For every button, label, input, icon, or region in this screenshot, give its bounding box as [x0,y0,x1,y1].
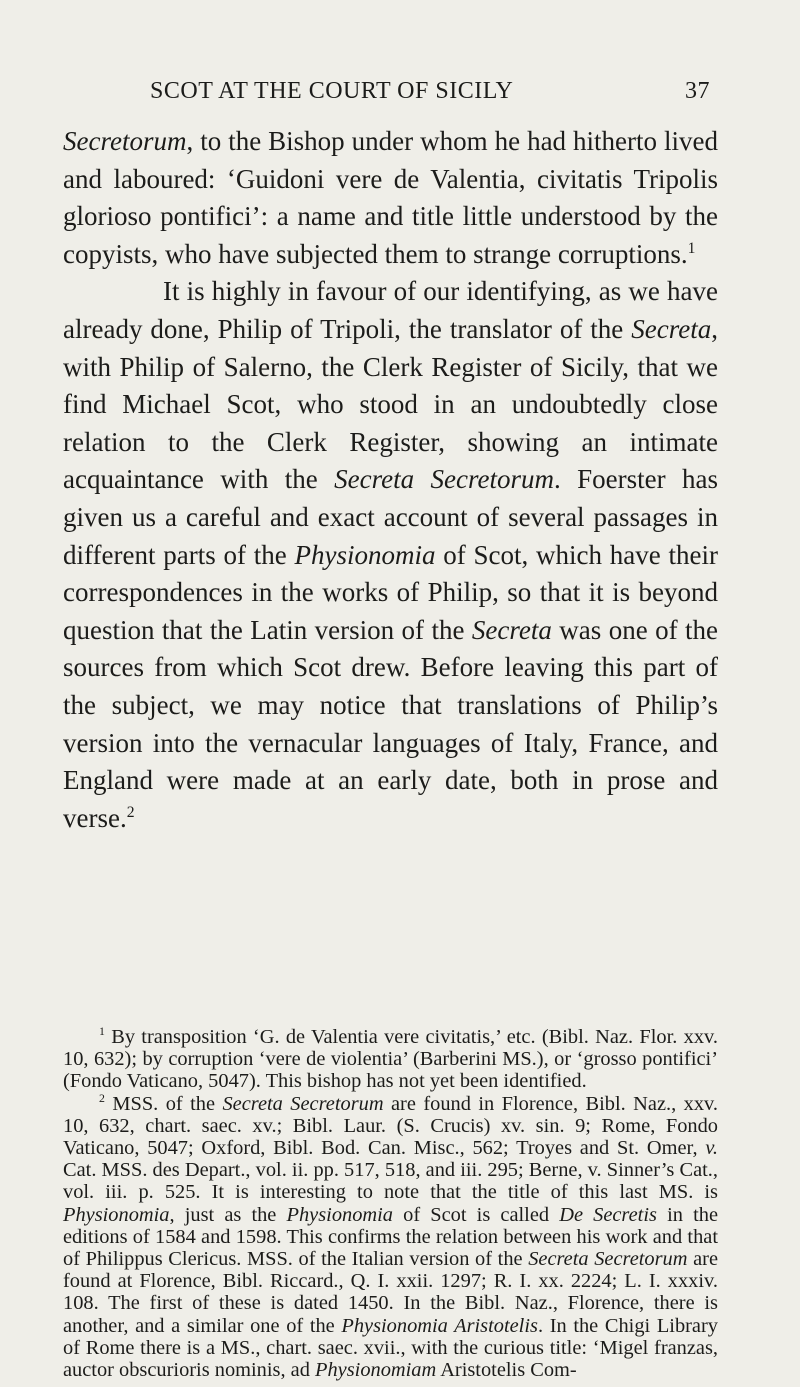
text-run: It is highly in favour of our identifying, as we have already done, Philip of Tripoli, the translator of the [63,276,718,344]
text-run: , to the Bishop under whom he had hitherto lived and laboured: ‘Guidoni vere de Valentia, civitatis Tripolis glorioso pontifici’: a name and title little understood by the copyists, who have subjected them to strange corruptions. [63,126,718,269]
main-text [63,123,718,837]
text-run: are found at Florence, Bibl. Riccard., Q. I. xxii. 1297; R. I. xx. 2224; L. I. xxxiv. 108. The first of these is dated 1450. In the Bibl. Naz., Florence, there is another, and a similar one of the [63,1248,718,1337]
footnotes [63,1026,718,1381]
page-number: 37 [685,78,710,104]
footnote-mark: 1 [99,1024,105,1039]
italic-title: Secretorum [63,126,187,156]
italic-word: v. [705,1137,718,1160]
text-run: , with Philip of Salerno, the Clerk Register of Sicily, that we find Michael Scot, who stood in an undoubtedly close relation to the Clerk Register, showing an intimate acquaintance with the [63,313,718,495]
italic-title: Physionomia [63,1203,170,1226]
running-title: SCOT AT THE COURT OF SICILY [150,78,514,104]
italic-title: Physionomiam [315,1359,437,1382]
italic-title: Secreta [631,313,712,344]
footnote-mark: 2 [99,1090,105,1105]
text-run: are found in Florence, Bibl. Naz., xxv. 10, 632, chart. saec. xv.; Bibl. Laur. (S. Crucis) xv. sin. 9; Rome, Fondo Vaticano, 5047; Oxford, Bibl. Bod. Can. Misc., 562; Troyes and St. Omer, [63,1092,718,1160]
text-run: was one of the sources from which Scot drew. Before leaving this part of the subject, we may notice that translations of Philip’s version into the vernacular languages of Italy, France, and England were made at an early date, both in prose and verse. [63,614,719,833]
footnote-text: By transposition ‘G. de Valentia vere civitatis,’ etc. (Bibl. Naz. Flor. xxv. 10, 632); by corruption ‘vere de violentia’ (Barberini MS.), or ‘grosso pontifici’ (Fondo Vaticano, 5047). This bishop has not yet been identified. [63,1026,718,1093]
footnote-ref: 1 [687,239,696,257]
text-run: . In the Chigi Library of Rome there is a MS., chart. saec. xvii., with the curious title: ‘Migel franzas, auctor obscurioris nominis, ad [63,1314,718,1382]
italic-title: Secreta Secretorum [334,464,554,495]
text-run: , just as the [169,1203,287,1226]
text-run: in the editions of 1584 and 1598. This confirms the relation between his work and that of Philippus Clericus. MSS. of the Italian version of the [63,1203,718,1271]
text-run: Aristotelis Com- [436,1359,577,1382]
italic-title: Physionomia [294,539,436,570]
text-run: of Scot is called [393,1203,560,1226]
italic-title: Secreta Secretorum [528,1248,688,1271]
italic-title: Physionomia Aristotelis [341,1314,538,1337]
paragraph-1 [63,123,718,273]
italic-title: Secreta [471,614,552,645]
text-run: . Foerster has given us a careful and exact account of several passages in different parts of the [63,464,718,570]
italic-title: Secreta Secretorum [222,1092,384,1115]
italic-title: Physionomia [286,1203,393,1226]
text-run: of Scot, which have their correspondences in the works of Philip, so that it is beyond question that the Latin version of the [63,539,718,645]
footnote-2 [63,1090,718,1382]
italic-title: De Secretis [559,1203,657,1226]
footnote-ref: 2 [126,803,135,821]
text-run: MSS. of the [104,1092,223,1115]
footnote-1 [63,1026,718,1093]
paragraph-2 [63,273,718,837]
text-run: Cat. MSS. des Depart., vol. ii. pp. 517, 518, and iii. 295; Berne, v. Sinner’s Cat., vol. iii. p. 525. It is interesting to note that the title of this last MS. is [63,1159,718,1204]
